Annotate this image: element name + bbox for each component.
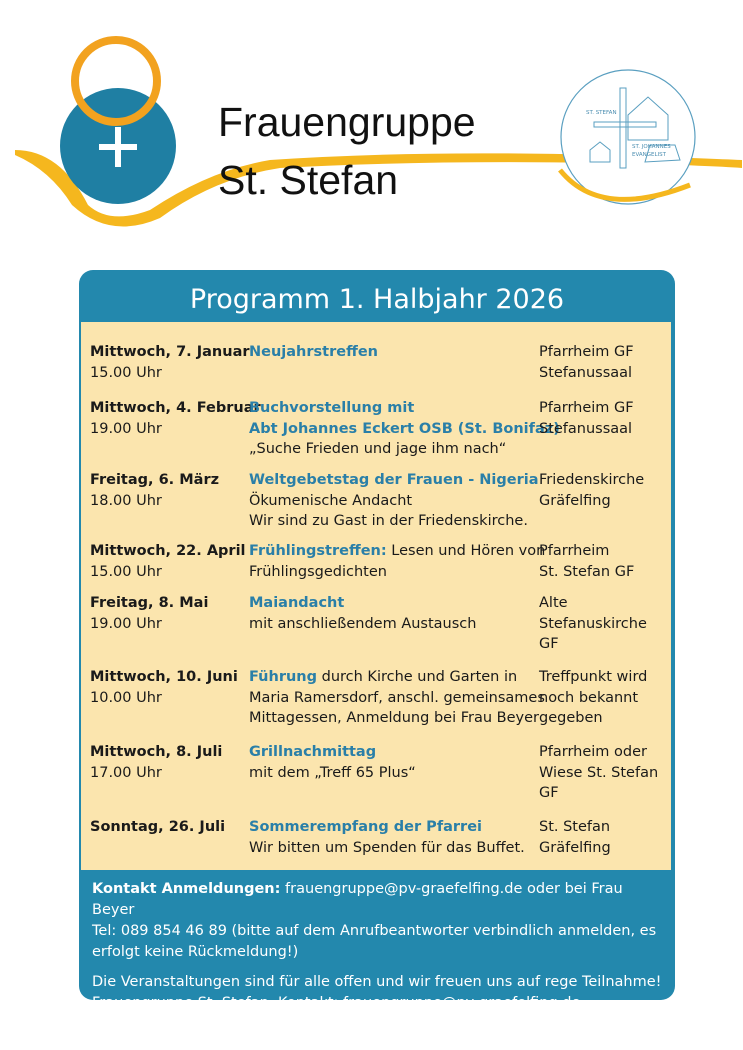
location-line: St. Stefan GF bbox=[539, 563, 635, 580]
event-title-continued: Abt Johannes Eckert OSB (St. Bonifaz) bbox=[249, 420, 560, 437]
location-line: Stefanuskirche bbox=[539, 615, 647, 632]
page-title-line2: St. Stefan bbox=[218, 157, 399, 203]
location-line: Gräfelfing bbox=[539, 492, 611, 509]
location-line: Wiese St. Stefan bbox=[539, 764, 659, 781]
location-line: Pfarrheim GF bbox=[539, 344, 634, 360]
event-detail: Wir sind zu Gast in der Friedenskirche. bbox=[249, 513, 528, 529]
contact-email-text: frauengruppe@pv-graefelfing.de oder bei Frau Beyer bbox=[92, 881, 623, 918]
location-line: Pfarrheim bbox=[539, 543, 610, 559]
event-title: Führung bbox=[249, 669, 318, 685]
event-detail: Ökumenische Andacht bbox=[249, 492, 413, 509]
contact-line bbox=[92, 879, 662, 921]
location-line: noch bekannt bbox=[539, 689, 639, 706]
group-contact: Frauengruppe St. Stefan, Kontakt: frauengruppe@pv-graefelfing.de bbox=[92, 995, 581, 1011]
event-date: Mittwoch, 8. Juli bbox=[90, 744, 223, 760]
event-time: 10.00 Uhr bbox=[90, 689, 162, 706]
date-cell bbox=[90, 541, 250, 582]
location-line: Treffpunkt wird bbox=[539, 669, 648, 685]
event-detail: Frühlingsgedichten bbox=[249, 563, 387, 580]
contact-phone: Tel: 089 854 46 89 (bitte auf dem Anrufbeantworter verbindlich anmelden, es bbox=[92, 923, 657, 939]
contact-note: erfolgt keine Rückmeldung!) bbox=[92, 944, 299, 960]
event-title-rest: durch Kirche und Garten in bbox=[317, 669, 518, 685]
event-date: Freitag, 8. Mai bbox=[90, 595, 209, 611]
date-cell bbox=[90, 667, 250, 708]
contact-label: Kontakt Anmeldungen: bbox=[92, 881, 281, 897]
event-cell bbox=[249, 593, 539, 634]
location-line: Pfarrheim oder bbox=[539, 744, 647, 760]
date-cell bbox=[90, 817, 250, 838]
date-cell bbox=[90, 342, 250, 383]
event-time: 15.00 Uhr bbox=[90, 563, 162, 580]
date-cell bbox=[90, 470, 250, 511]
location-cell bbox=[539, 342, 669, 383]
svg-text:EVANGELIST: EVANGELIST bbox=[632, 152, 667, 158]
location-line: Gräfelfing bbox=[539, 839, 611, 856]
event-date: Mittwoch, 10. Juni bbox=[90, 669, 238, 685]
event-date: Freitag, 6. März bbox=[90, 472, 220, 488]
svg-text:ST. JOHANNES: ST. JOHANNES bbox=[632, 144, 671, 150]
location-line: GF bbox=[539, 785, 559, 801]
location-line: Pfarrheim GF bbox=[539, 400, 634, 416]
location-line: Alte bbox=[539, 595, 568, 611]
event-title: Grillnachmittag bbox=[249, 744, 377, 760]
event-cell bbox=[249, 541, 546, 582]
event-cell bbox=[249, 470, 539, 532]
event-cell bbox=[249, 667, 545, 729]
event-time: 19.00 Uhr bbox=[90, 615, 162, 632]
event-detail: Mittagessen, Anmeldung bei Frau Beyer bbox=[249, 710, 539, 726]
parish-logo-icon bbox=[560, 70, 695, 204]
location-line: gegeben bbox=[539, 710, 603, 726]
event-date: Sonntag, 26. Juli bbox=[90, 819, 226, 835]
event-cell bbox=[249, 398, 560, 460]
location-cell bbox=[539, 667, 669, 729]
date-cell bbox=[90, 398, 261, 439]
location-cell bbox=[539, 817, 669, 858]
date-cell bbox=[90, 742, 250, 783]
event-title-rest: Lesen und Hören von bbox=[386, 543, 546, 559]
date-cell bbox=[90, 593, 250, 634]
program-table bbox=[81, 322, 671, 870]
location-line: Friedenskirche bbox=[539, 472, 645, 488]
event-date: Mittwoch, 7. Januar bbox=[90, 344, 250, 360]
page-title-line1: Frauengruppe bbox=[218, 99, 476, 145]
location-cell bbox=[539, 742, 669, 804]
location-cell bbox=[539, 593, 669, 655]
program-title: Programm 1. Halbjahr 2026 bbox=[189, 284, 565, 315]
location-cell bbox=[539, 541, 669, 582]
event-title: Frühlingstreffen: bbox=[249, 543, 387, 559]
event-time: 15.00 Uhr bbox=[90, 364, 162, 381]
header bbox=[0, 0, 743, 240]
location-line: Stefanussaal bbox=[539, 364, 633, 381]
event-title: Maiandacht bbox=[249, 595, 345, 611]
event-detail: Wir bitten um Spenden für das Buffet. bbox=[249, 839, 525, 856]
event-title: Weltgebetstag der Frauen - Nigeria bbox=[249, 472, 539, 488]
event-detail: mit anschließendem Austausch bbox=[249, 615, 477, 632]
event-title: Neujahrstreffen bbox=[249, 344, 378, 360]
event-cell bbox=[249, 342, 539, 363]
event-title: Buchvorstellung mit bbox=[249, 400, 415, 416]
event-detail: „Suche Frieden und jage ihm nach“ bbox=[249, 441, 507, 457]
event-date: Mittwoch, 22. April bbox=[90, 543, 246, 559]
event-date: Mittwoch, 4. Februar bbox=[90, 400, 261, 416]
location-line: GF bbox=[539, 636, 559, 652]
invitation-note: Die Veranstaltungen sind für alle offen und wir freuen uns auf rege Teilnahme! bbox=[92, 974, 662, 990]
event-cell bbox=[249, 817, 539, 858]
event-cell bbox=[249, 742, 539, 783]
location-cell bbox=[539, 398, 669, 439]
contact-footer bbox=[92, 879, 662, 1014]
event-time: 18.00 Uhr bbox=[90, 492, 162, 509]
cross-horizontal bbox=[99, 144, 137, 150]
location-line: St. Stefan bbox=[539, 819, 611, 835]
event-detail: mit dem „Treff 65 Plus“ bbox=[249, 764, 416, 781]
event-time: 17.00 Uhr bbox=[90, 764, 162, 781]
location-cell bbox=[539, 470, 669, 511]
event-time: 19.00 Uhr bbox=[90, 420, 162, 437]
location-line: Stefanussaal bbox=[539, 420, 633, 437]
svg-text:ST. STEFAN: ST. STEFAN bbox=[586, 110, 617, 116]
event-detail: Maria Ramersdorf, anschl. gemeinsames bbox=[249, 689, 545, 706]
event-title: Sommerempfang der Pfarrei bbox=[249, 819, 483, 835]
